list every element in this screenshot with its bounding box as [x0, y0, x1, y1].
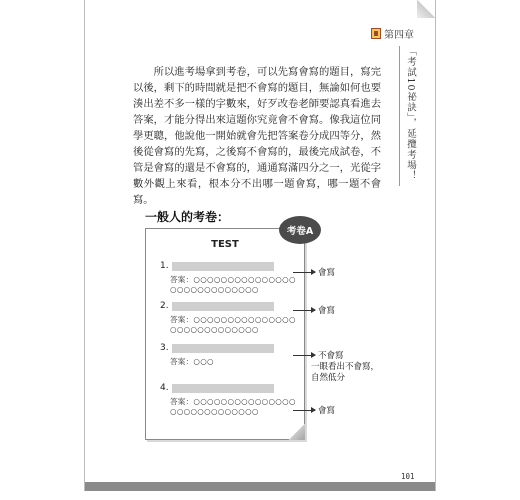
question-number: 1.	[160, 261, 169, 271]
arrow-right-icon	[293, 310, 315, 311]
question-placeholder-bar	[172, 262, 274, 271]
question-placeholder-bar	[172, 302, 274, 311]
arrow-right-icon	[293, 355, 315, 356]
page-fold-corner	[417, 0, 435, 18]
note-line: 一眼看出不會寫，	[311, 362, 380, 372]
result-label	[293, 304, 335, 316]
question-answer: 答案：○○○○○○○○○○○○○○○○○○○○○○○○○○○○	[170, 275, 296, 294]
book-page	[84, 0, 436, 491]
question-number: 4.	[160, 383, 169, 393]
chapter-book-icon	[371, 28, 381, 39]
question-number: 2.	[160, 301, 169, 311]
figure-heading: 一般人的考卷：	[145, 210, 230, 224]
body-paragraph: 所以進考場拿到考卷，可以先寫會寫的題目，寫完以後，剩下的時間就是把不會寫的題目，無論如何也要湊出差不多一樣的字數來，好歹改卷老師要認真看進去答案，才能分得出來這題你究竟會不會寫。像我這位同學更聰，他說他一開始就會先把答案卷分成四等分，然後從會寫的先寫，之後寫不會寫的，最後完成試卷，不管是會寫的還是不會寫的，通通寫滿四分之一，光從字數外觀上來看，根本分不出哪一題會寫，哪一題不會寫。	[133, 66, 381, 206]
result-text: 會寫	[318, 306, 336, 316]
sheet-title: TEST	[211, 239, 239, 250]
question-number: 3.	[160, 343, 169, 353]
chapter-header	[371, 26, 414, 41]
question-placeholder-bar	[172, 384, 274, 393]
result-text: 會寫	[318, 268, 336, 278]
result-text: 不會寫	[318, 351, 344, 361]
exam-badge: 考卷A	[279, 216, 321, 244]
result-label	[293, 266, 335, 278]
question-answer: 答案：○○○○○○○○○○○○○○○○○○○○○○○○○○○○	[170, 315, 296, 334]
vertical-side-title: 「考試10祕訣」，延攬考場！	[399, 46, 417, 186]
note-line: 自然低分	[311, 373, 346, 383]
page-bottom-bar	[85, 482, 435, 491]
exam-sheet	[145, 228, 305, 440]
arrow-right-icon	[293, 410, 315, 411]
question-placeholder-bar	[172, 344, 274, 353]
page-number: 101	[401, 472, 415, 481]
question-answer: 答案：○○○○○○○○○○○○○○○○○○○○○○○○○○○○	[170, 397, 296, 416]
low-score-note	[311, 362, 379, 384]
arrow-right-icon	[293, 272, 315, 273]
sheet-fold-corner	[289, 424, 305, 440]
result-text: 會寫	[318, 406, 336, 416]
chapter-label: 第四章	[384, 30, 414, 41]
question-answer: 答案：○○○	[170, 357, 214, 366]
result-label	[293, 349, 344, 361]
result-label	[293, 404, 335, 416]
